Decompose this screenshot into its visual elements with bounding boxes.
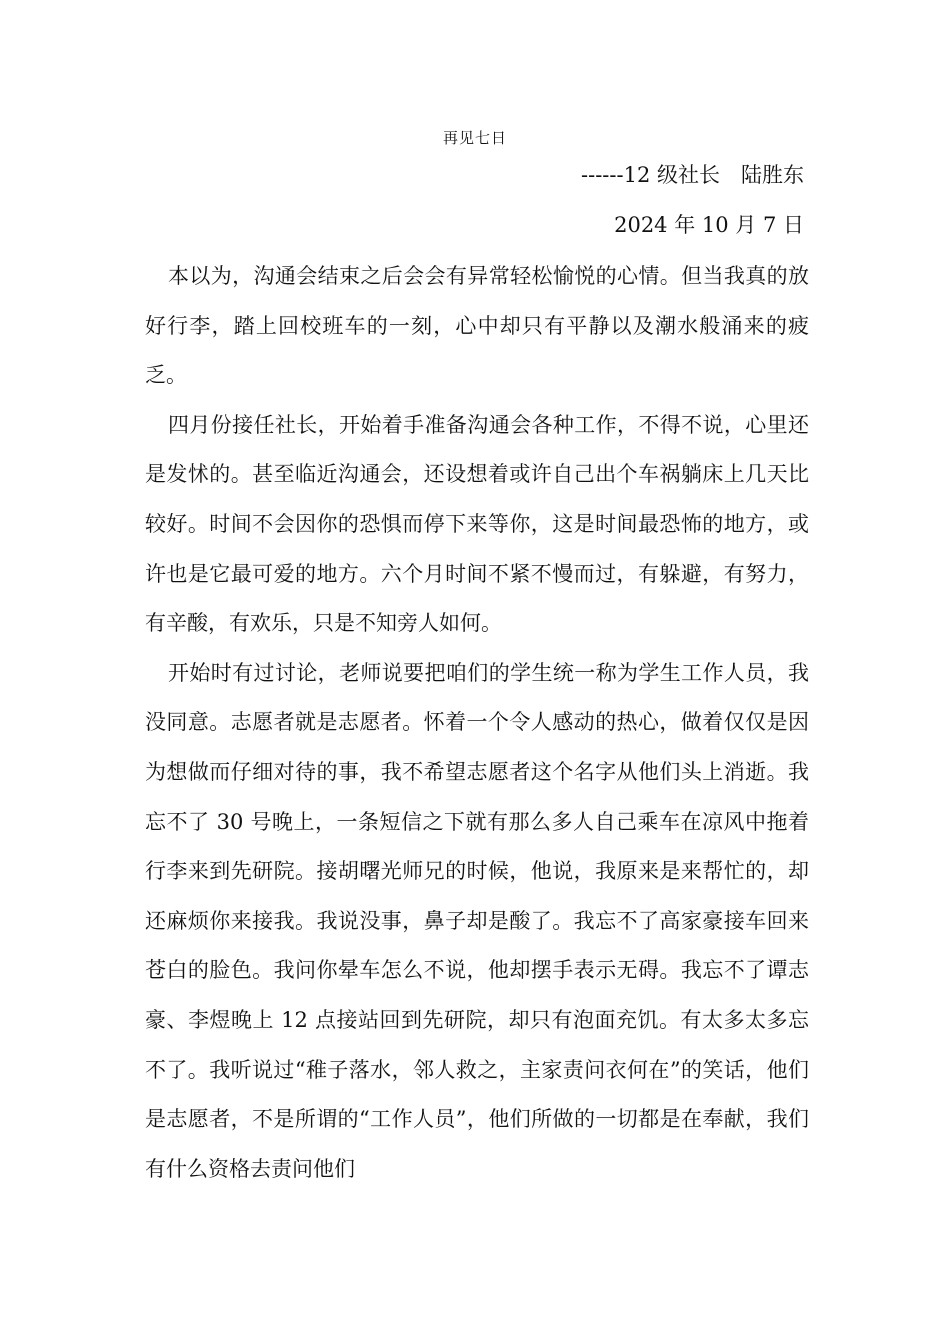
paragraph: 本以为，沟通会结束之后会会有异常轻松愉悦的心情。但当我真的放好行李，踏上回校班车的一刻，心中却只有平静以及潮水般涌来的疲乏。	[145, 264, 809, 388]
document-title: 再见七日	[442, 129, 507, 147]
document-date: 2024 年 10 月 7 日	[614, 213, 804, 237]
paragraph: 四月份接任社长，开始着手准备沟通会各种工作，不得不说，心里还是发怵的。甚至临近沟通会，还设想着或许自己出个车祸躺床上几天比较好。时间不会因你的恐惧而停下来等你，这是时间最恐怖的地方，或许也是它最可爱的地方。六个月时间不紧不慢而过，有躲避，有努力，有辛酸，有欢乐，只是不知旁人如何。	[145, 412, 809, 636]
document-body	[145, 252, 809, 1194]
paragraph: 开始时有过讨论，老师说要把咱们的学生统一称为学生工作人员，我没同意。志愿者就是志愿者。怀着一个令人感动的热心，做着仅仅是因为想做而仔细对待的事，我不希望志愿者这个名字从他们头上消逝。我忘不了 30 号晚上，一条短信之下就有那么多人自己乘车在凉风中拖着行李来到先研院。接胡曙光师兄的时候，他说，我原来是来帮忙的，却还麻烦你来接我。我说没事，鼻子却是酸了。我忘不了高家豪接车回来苍白的脸色。我问你晕车怎么不说，他却摆手表示无碍。我忘不了谭志豪、李煜晚上 12 点接站回到先研院，却只有泡面充饥。有太多太多忘不了。我听说过“稚子落水，邻人救之，主家责问衣何在”的笑话，他们是志愿者，不是所谓的“工作人员”，他们所做的一切都是在奉献，我们有什么资格去责问他们	[145, 660, 809, 1181]
author-line: ------12 级社长 陆胜东	[581, 163, 804, 187]
